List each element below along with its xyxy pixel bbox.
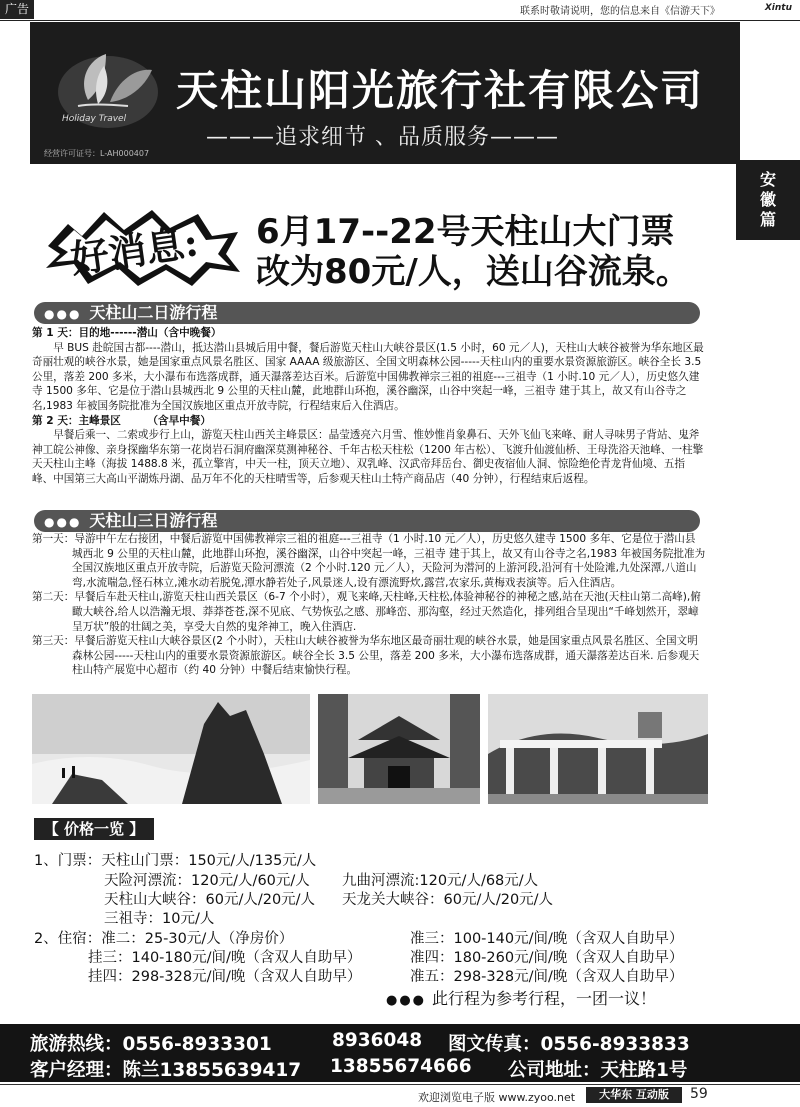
ad-label: 广告 [0,0,34,19]
price-hotel-1: 2、住宿：准二：25-30元/人（净房价） [34,931,294,947]
magazine-logo: Xintu [764,3,792,13]
closing-text: 此行程为参考行程，一团一议！ [432,989,657,1008]
manager: 客户经理：陈兰13855639417 [30,1060,302,1081]
good-news-badge [42,206,242,288]
contact-bar [0,1024,800,1082]
t3-day3-text: 早餐后游览天柱山大峡谷景区(2 个小时），天柱山大峡谷被誉为华东地区最奇丽壮观的峡谷水景，她是国家重点风景名胜区、全国文明森林公园-----天柱山内的重要水景资源旅游区。峡谷全长 3.5 公里，落差 200 多米，大小瀑布选落成群，通天瀑落差达百米. 后参观天柱山特产展览中心超市（约 40 分钟）中餐后结束愉快行程。 [72,635,700,677]
t3-day3 [32,634,706,678]
photo-archway [488,694,708,804]
day2-title: 第 2 天：主峰景区 （含早中餐） [32,414,211,427]
price-list-title: 【 价格一览 】 [34,818,154,840]
t3-day3-label: 第三天： [32,635,75,648]
promo-line-2: 改为80元/人，送山谷流泉。 [256,252,690,292]
two-day-itinerary [32,326,706,487]
price-hotel-3: 挂三：140-180元/间/晚（含双人自助早） [88,950,362,966]
footer-brand: 大华东 互动版 [586,1087,682,1103]
two-day-tour-title: 天柱山二日游行程 [89,303,218,322]
leaf-logo-icon [48,40,168,135]
top-notice: 联系时敬请说明，您的信息来自《信游天下》 [520,6,720,17]
price-rafting-1: 天险河漂流：120元/人/60元/人 [104,873,310,889]
two-day-tour-header [34,302,700,324]
hotline-2: 8936048 [332,1030,423,1051]
logo-text: Holiday Travel [62,114,127,124]
price-canyon-2: 天龙关大峡谷：60元/人/20元/人 [342,892,554,908]
price-hotel-6: 准五：298-328元/间/晚（含双人自助早） [410,969,684,985]
price-hotel-4: 准四：180-260元/间/晚（含双人自助早） [410,950,684,966]
t3-day1 [32,532,706,590]
day1-text: 早 BUS 赴皖国古都----潜山，抵达潜山县城后用中餐，餐后游览天柱山大峡谷景区(1.5 小时，60 元／人)，天柱山大峡谷被誉为华东地区最奇丽壮观的峡谷水景，她是国家重点风景名胜区、国家 AAAA 级旅游区、全国文明森林公园-----天柱山内的重要水景资源旅游区。峡谷全长 3.5 公里，落差 200 多米，大小瀑布布选落成群，通天瀑落差达百米。后游览中国佛教禅宗三祖的祖庭---三祖寺（1 小时.10 元／人），历史悠久建寺 1500 多年、它是位于潜山县城西北 9 公里的天柱山麓，此地群山环抱，溪谷幽深，山谷中突起一峰，三祖寺 建于其上，故又有山谷寺之名,1983 年被国务院批准为全国汉族地区重点开放寺院，行程结束后入住酒店。 [32,341,704,412]
slogan: ———追求细节 、品质服务——— [206,125,559,150]
price-hotel-2: 准三：100-140元/间/晚（含双人自助早） [410,931,684,947]
bullet-dots-icon: ●●● [386,993,427,1008]
photo-mountain [32,694,310,804]
price-canyon-1: 天柱山大峡谷：60元/人/20元/人 [104,892,316,908]
address: 公司地址：天柱路1号 [508,1060,688,1081]
region-tab [736,160,800,240]
good-news-text: 好消息: [67,219,201,282]
price-rafting-2: 九曲河漂流:120元/人/68元/人 [342,873,539,889]
price-ticket-line: 1、门票：天柱山门票：150元/人/135元/人 [34,853,317,869]
company-header [30,22,740,164]
t3-day1-label: 第一天： [32,533,75,545]
license-number: 经营许可证号：L-AH000407 [44,149,150,158]
footer-url[interactable]: 欢迎浏览电子版 www.zyoo.net [418,1091,576,1104]
photo-temple [318,694,480,804]
day1-title: 第 1 天：目的地------潜山（含中晚餐） [32,327,222,339]
t3-day2-label: 第二天： [32,591,75,604]
fax: 图文传真：0556-8933833 [448,1034,690,1055]
three-day-tour-header [34,510,700,532]
t3-day2 [32,590,706,634]
closing-note [386,986,656,1009]
company-name: 天柱山阳光旅行社有限公司 [176,66,705,115]
bullet-dots-icon: ●●● [44,307,82,321]
price-hotel-5: 挂四：298-328元/间/晚（含双人自助早） [88,969,362,985]
page-number: 59 [690,1086,708,1102]
t3-day1-text: 导游中午左右接团，中餐后游览中国佛教禅宗三祖的祖庭---三祖寺（1 小时.10 元／人），历史悠久建寺 1500 多年、它是位于潜山县城西北 9 公里的天柱山麓，此地群山环抱，溪谷幽深，山谷中突起一峰，三祖寺 建于其上，故又有山谷寺之名,1983 年被国务院批准为全国汉族地区重点开放寺院，后游览天险河漂流（2 个小时.120 元／人），天险河为潜河的上游河段,沿河有十处险滩,九处深潭,八道山弯,水流喘急,怪石林立,滩水动若脱兔,潭水静若处子,风景迷人,设有漂流野炊,露营,农家乐,黄梅戏表演等。后入住酒店。 [72,533,706,589]
manager-2: 13855674666 [330,1056,472,1077]
three-day-itinerary [32,532,706,678]
bullet-dots-icon: ●●● [44,515,82,529]
t3-day2-text: 早餐后车赴天柱山,游览天柱山西关景区（6-7 个小时），观飞来峰,天柱峰,天柱松,体验神秘谷的神秘之感,站在天池(天柱山第二高峰),俯瞰大峡谷,给人以浩瀚无垠、莽莽苍苍,深不见底、气势恢弘之感、那峰峦、那沟壑，经过天然造化，排列组合呈现出“千峰划然开，翠嶂呈万状”般的壮阔之美，享受大自然的鬼斧神工，晚入住酒店. [72,591,701,633]
day2-text: 早餐后乘一、二索或步行上山，游览天柱山西关主峰景区：晶莹透亮六月雪、惟妙惟肖象鼻石、天外飞仙飞来峰、耐人寻味男子背站、鬼斧神工皖公神像、亲身探幽华东第一花岗岩石洞府幽深莫测神秘谷、千年古松天柱松（1200 年古松）、飞渡升仙渡仙桥、王母洗浴天池峰、一柱擎天天柱山主峰（海拔 1488.8 米，孤立擎宵，中天一柱，顶天立地）、双乳峰、汉武帝拜岳台、御史夜宿仙人洞、惊险绝伦青龙背仙境、五指峰、中国第三大高山平湖炼丹湖、品万年不化的天柱晴雪等，后参观天柱山土特产商品店（40 分钟），行程结束后返程。 [32,429,704,485]
three-day-tour-title: 天柱山三日游行程 [89,511,218,530]
promo-line-1: 6月17--22号天柱山大门票 [256,212,675,252]
region-tab-label: 安徽篇 [759,170,776,229]
price-temple: 三祖寺：10元/人 [104,911,215,927]
hotline: 旅游热线：0556-8933301 [30,1034,272,1055]
